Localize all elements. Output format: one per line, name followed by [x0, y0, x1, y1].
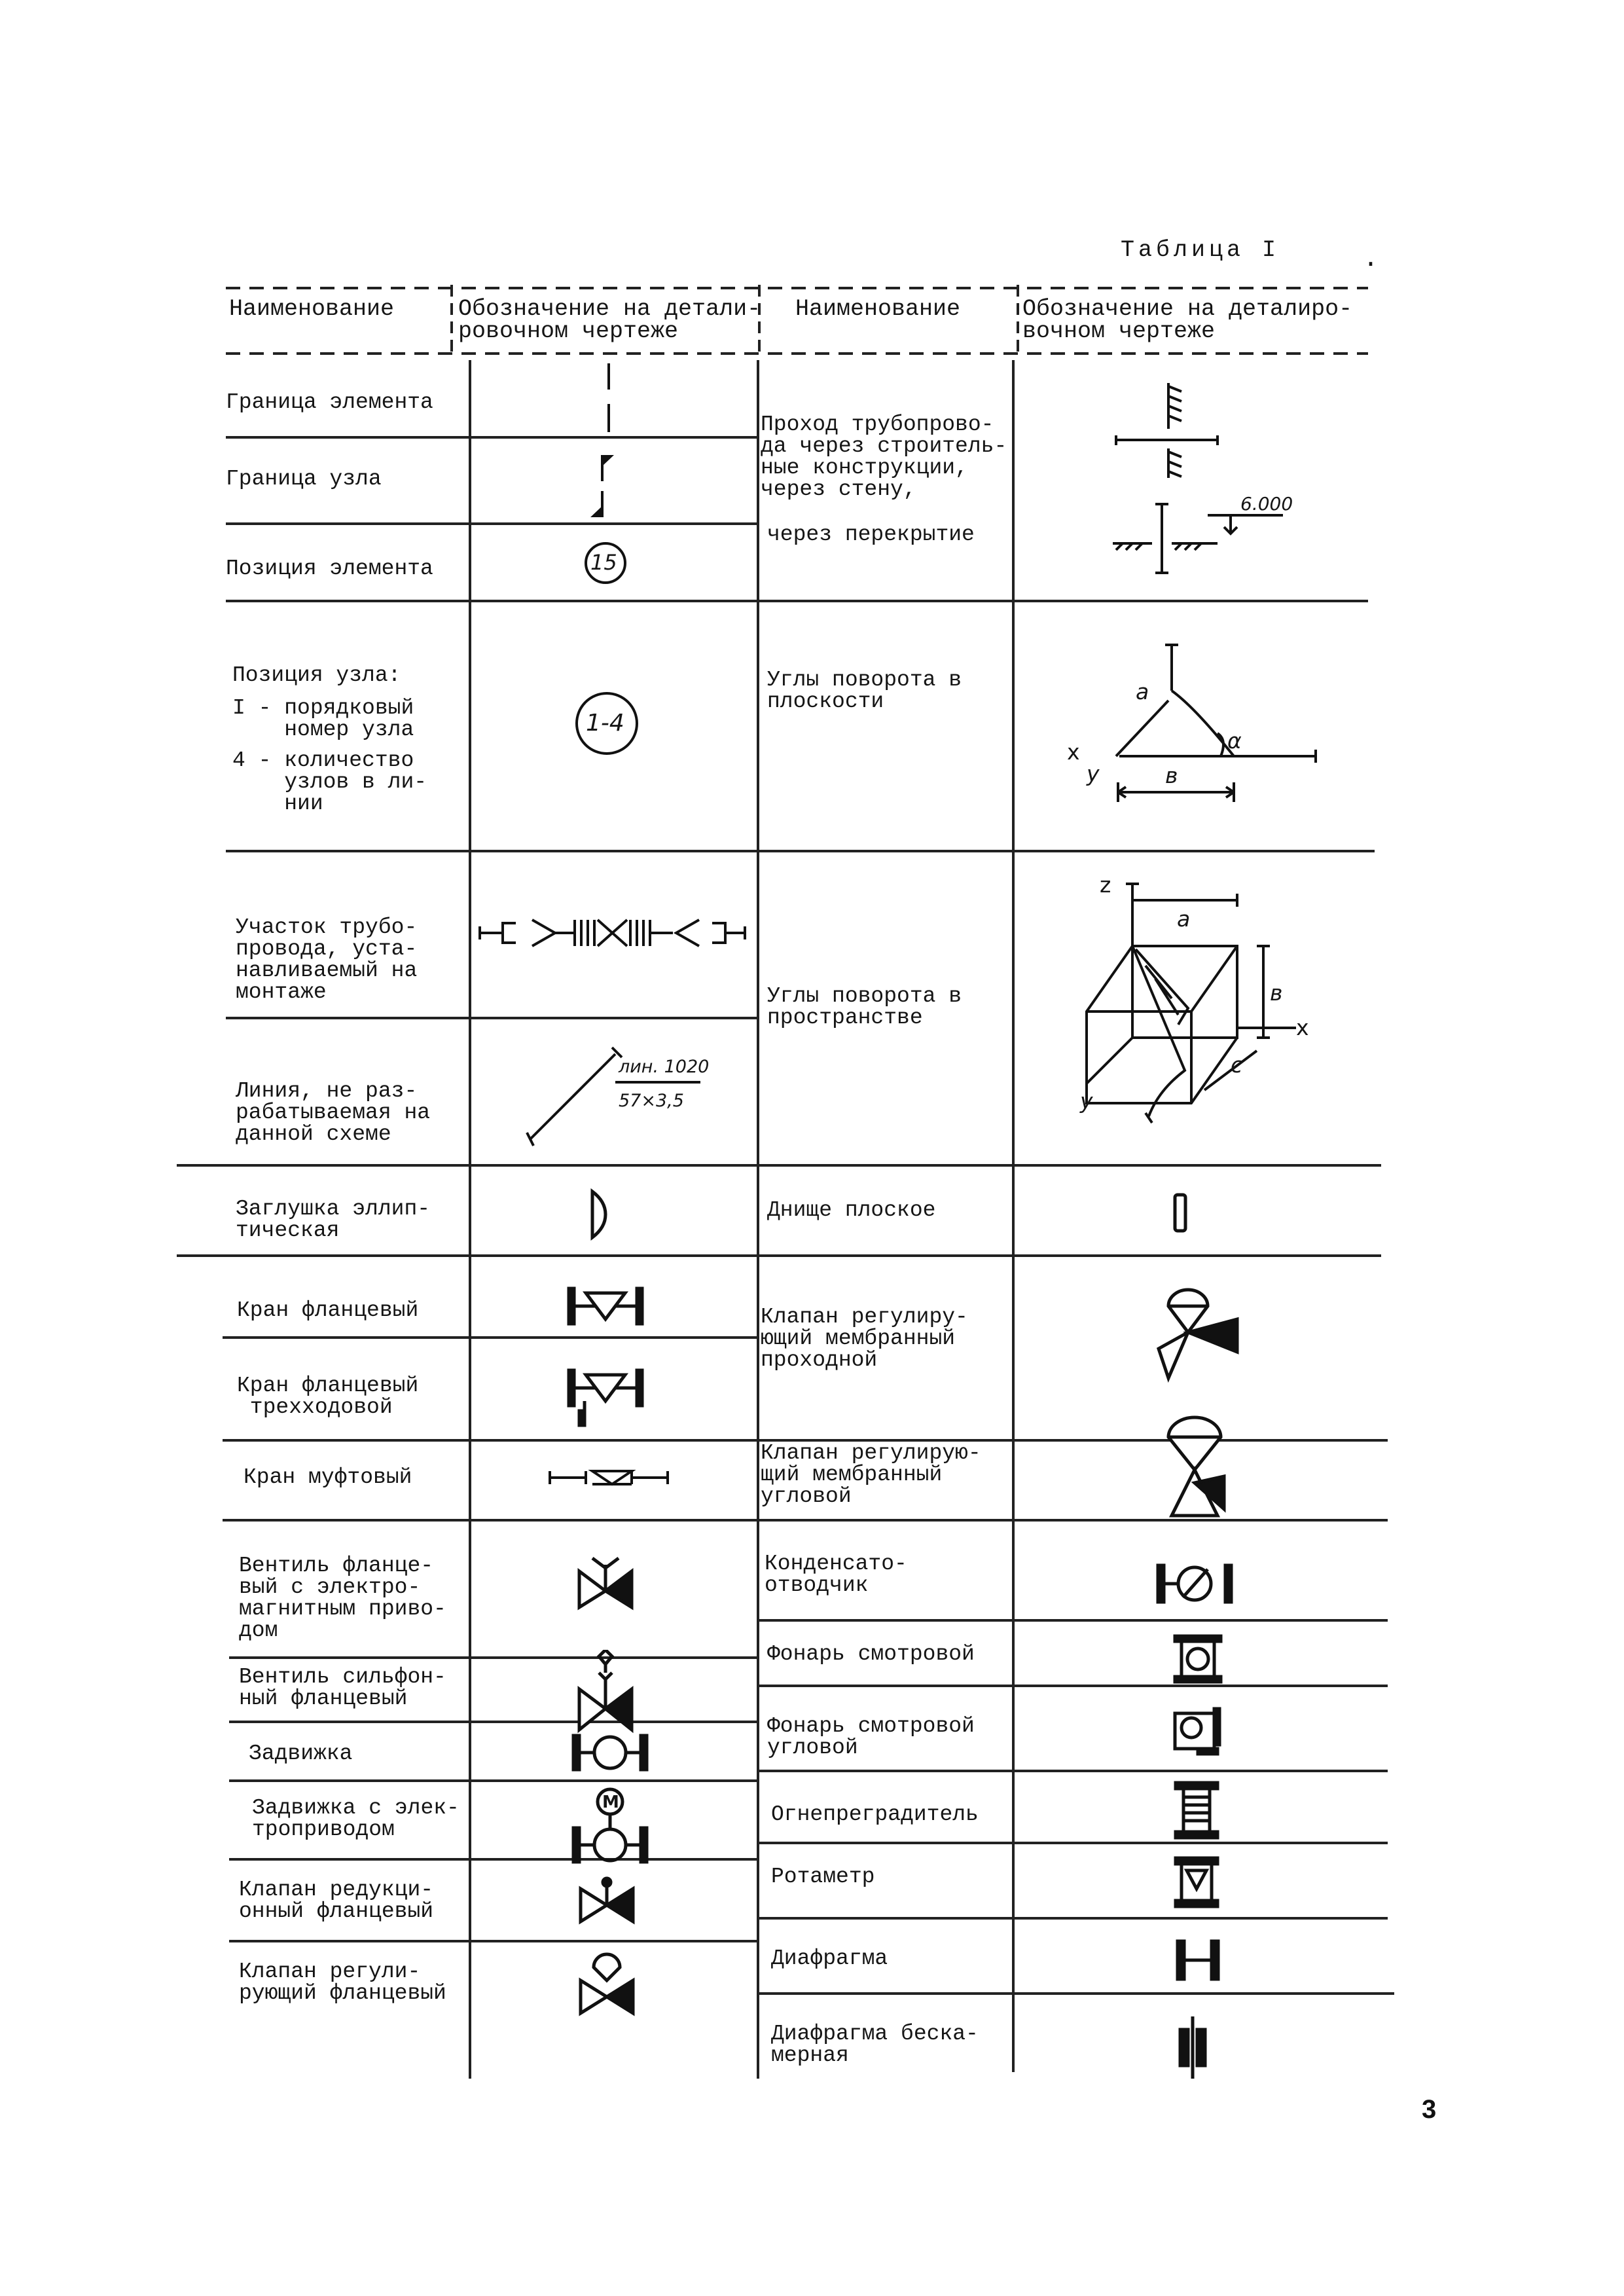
elliptic-plug-icon [586, 1188, 612, 1241]
planar-angle-diagram [1060, 635, 1335, 812]
row-name: Фонарь смотровой угловой [767, 1714, 975, 1760]
line-label-top: лин. 1020 [619, 1057, 710, 1077]
header-name-left: Наименование [229, 296, 395, 322]
sight-glass-icon [1172, 1633, 1224, 1686]
solenoid-valve-icon [569, 1552, 641, 1611]
row-name: Вентиль фланце- вый с электро- магнитным приво- дом [239, 1554, 446, 1643]
line-label-bottom: 57×3,5 [619, 1091, 684, 1111]
label-x: x [1296, 1015, 1309, 1040]
flanged-cock-icon [566, 1283, 645, 1329]
label-z: z [1100, 872, 1111, 898]
header-designation-left: Обозначение на детали- ровочном чертеже [458, 296, 761, 344]
chamberless-orifice-icon [1175, 2016, 1214, 2079]
motorized-gate-valve-icon [571, 1787, 649, 1866]
header-name-right: Наименование [795, 296, 961, 322]
row-name: Заглушка эллип- тическая [236, 1197, 431, 1243]
orifice-plate-icon [1175, 1938, 1221, 1984]
floor-passage-symbol [1106, 488, 1303, 579]
row-name: Углы поворота в пространстве [767, 984, 962, 1030]
row-name: Ротаметр [771, 1865, 875, 1889]
row-name: Огнепреградитель [771, 1802, 979, 1827]
label-b: в [1165, 763, 1178, 788]
row-name: Граница элемента [226, 390, 433, 414]
row-name: Фонарь смотровой [767, 1642, 975, 1666]
wall-passage-symbol [1113, 373, 1231, 484]
spatial-angle-diagram [1074, 874, 1322, 1136]
control-valve-icon [571, 1951, 643, 2016]
row-name: Вентиль сильфон- ный фланцевый [239, 1665, 446, 1711]
row-name: Клапан редукци- онный фланцевый [239, 1878, 434, 1923]
row-name: Клапан регулирую- щий мембранный угловой [761, 1441, 981, 1508]
row-name: Задвижка с элек- троприводом [252, 1796, 460, 1842]
decorative-dot: . [1363, 245, 1379, 274]
label-a: a [1136, 679, 1149, 704]
row-name: Днище плоское [767, 1198, 936, 1222]
three-way-flanged-cock-icon [566, 1365, 645, 1427]
row-name: через перекрытие [767, 522, 975, 547]
bellows-valve-icon [569, 1650, 641, 1735]
flat-bottom-icon [1172, 1192, 1191, 1237]
row-name: Диафрагма беска- мерная [771, 2022, 979, 2068]
label-alpha: α [1227, 728, 1242, 754]
element-boundary-symbol [589, 363, 628, 435]
label-x: x [1067, 739, 1080, 765]
label-y: y [1080, 1088, 1093, 1114]
membrane-straight-valve-icon [1152, 1286, 1244, 1388]
row-name: Задвижка [249, 1741, 353, 1766]
installation-segment-symbol [477, 900, 751, 972]
angle-sight-glass-icon [1172, 1705, 1231, 1758]
node-position-number: 1-4 [586, 710, 624, 737]
row-name: Кран фланцевый трехходовой [237, 1374, 419, 1419]
motor-letter: M [602, 1793, 619, 1812]
steam-trap-icon [1155, 1561, 1234, 1607]
row-name: Кран фланцевый [237, 1298, 419, 1322]
row-name: Позиция узла: [232, 663, 401, 687]
pressure-reducing-valve-icon [571, 1876, 643, 1928]
node-boundary-symbol [583, 452, 622, 524]
element-position-symbol [579, 537, 632, 589]
row-note: 4 - количество узлов в ли- нии [232, 748, 427, 816]
membrane-angle-valve-icon [1162, 1414, 1240, 1519]
element-position-number: 15 [590, 550, 617, 575]
header-designation-right: Обозначение на деталиро- вочном чертеже [1022, 296, 1353, 344]
row-note: I - порядковый номер узла [232, 696, 414, 742]
node-position-symbol [571, 687, 643, 759]
level-label: 6.000 [1240, 493, 1293, 515]
row-name: Клапан регули- рующий фланцевый [239, 1959, 446, 2005]
unworked-line-symbol [517, 1038, 713, 1149]
coupling-cock-icon [547, 1461, 671, 1494]
row-name: Углы поворота в плоскости [767, 668, 962, 714]
rotameter-icon [1174, 1856, 1219, 1908]
row-name: Кран муфтовый [244, 1465, 412, 1489]
row-name: Диафрагма [771, 1946, 888, 1971]
row-name: Проход трубопрово- да через строитель- ные конструкции, через стену, [761, 412, 1007, 501]
row-name: Позиция элемента [226, 556, 433, 581]
row-name: Конденсато- отводчик [765, 1552, 907, 1597]
row-name: Линия, не раз- рабатываемая на данной схеме [236, 1079, 431, 1146]
gate-valve-icon [571, 1732, 649, 1774]
label-y: y [1087, 761, 1100, 786]
label-c: c [1231, 1052, 1243, 1078]
page-number: 3 [1422, 2095, 1437, 2124]
label-a: a [1177, 906, 1191, 932]
row-name: Участок трубо- провода, уста- навливаемый на монтаже [236, 915, 418, 1004]
flame-arrester-icon [1174, 1781, 1219, 1840]
row-name: Граница узла [226, 467, 382, 491]
label-b: в [1270, 980, 1283, 1006]
table-title: Таблица I [1121, 237, 1280, 263]
row-name: Клапан регулиру- ющий мембранный проходной [761, 1305, 968, 1372]
